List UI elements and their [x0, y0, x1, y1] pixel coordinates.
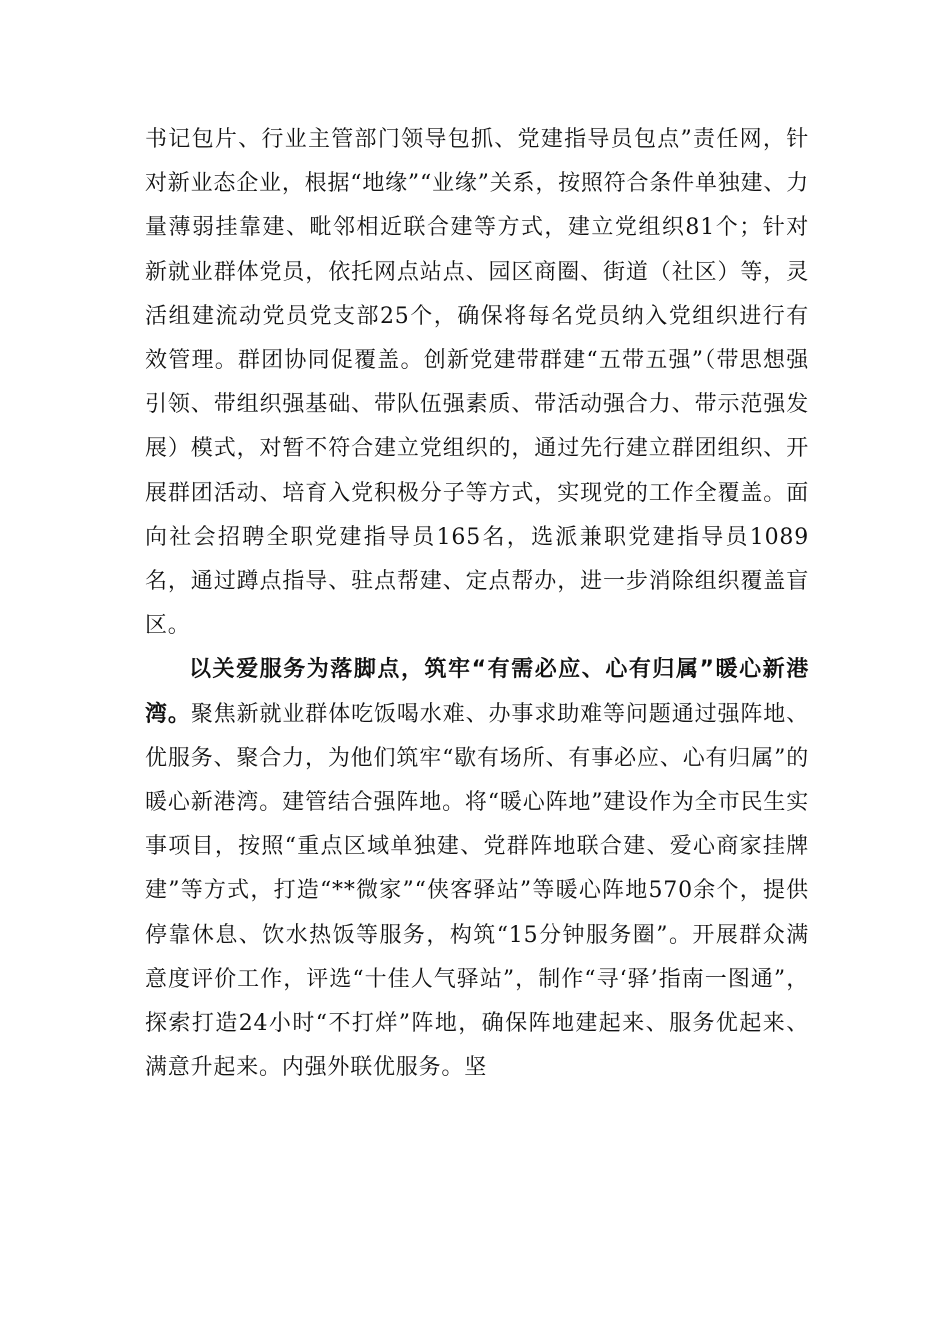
paragraph-body: 书记包片、行业主管部门领导包抓、党建指导员包点”责任网，针对新业态企业，根据“地缘”“业缘”关系，按照符合条件单独建、力量薄弱挂靠建、毗邻相近联合建等方式，建立党组织81个；针对新就业群体党员，依托网点站点、园区商圈、街道（社区）等，灵活组建流动党员党支部25个，确保将每名党员纳入党组织进行有效管理。群团协同促覆盖。创新党建带群建“五带五强”（带思想强引领、带组织强基础、带队伍强素质、带活动强合力、带示范强发展）模式，对暂不符合建立党组织的，通过先行建立群团组织、开展群团活动、培育入党积极分子等方式，实现党的工作全覆盖。面向社会招聘全职党建指导员165名，选派兼职党建指导员1089名，通过蹲点指导、驻点帮建、定点帮办，进一步消除组织覆盖盲区。 [145, 127, 809, 639]
document-page [145, 118, 809, 1090]
paragraph-organization-coverage [145, 118, 809, 648]
paragraph-care-service [145, 648, 809, 1090]
paragraph-body: 聚焦新就业群体吃饭喝水难、办事求助难等问题通过强阵地、优服务、聚合力，为他们筑牢“歇有场所、有事必应、心有归属”的暖心新港湾。建管结合强阵地。将“暖心阵地”建设作为全市民生实事项目，按照“重点区域单独建、党群阵地联合建、爱心商家挂牌建”等方式，打造“**微家”“侠客驿站”等暖心阵地570余个，提供停靠休息、饮水热饭等服务，构筑“15分钟服务圈”。开展群众满意度评价工作，评选“十佳人气驿站”，制作“寻‘驿’指南一图通”，探索打造24小时“不打烊”阵地，确保阵地建起来、服务优起来、满意升起来。内强外联优服务。坚 [145, 701, 809, 1081]
paragraph-lead-heading: 以关爱服务为落脚点，筑牢“有需必应、心有归属”暖心新港湾。 [145, 657, 809, 727]
